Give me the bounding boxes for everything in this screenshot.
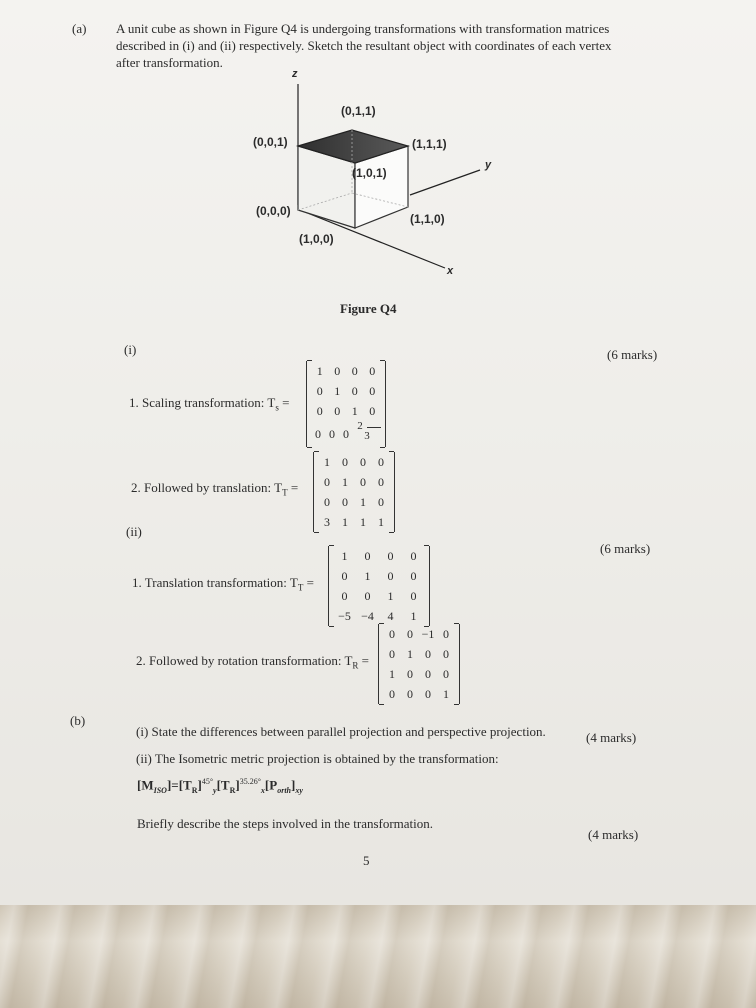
table-surface xyxy=(0,905,756,1008)
part-b-label: (b) xyxy=(70,713,86,728)
vertex-label-100: (1,0,0) xyxy=(299,232,334,246)
vertex-label-001: (0,0,1) xyxy=(253,135,288,149)
matrix-row: 1 0 0 0 xyxy=(389,667,449,681)
y-axis-label: y xyxy=(485,159,492,171)
translation-step-label: 2. Followed by translation: $T_T$ = xyxy=(131,480,299,498)
part-ii-marks: (6 marks) xyxy=(600,541,651,556)
vertex-label-110: (1,1,0) xyxy=(410,212,445,226)
matrix-row: 0 0 1 0 xyxy=(341,589,417,603)
figure-caption: Figure Q4 xyxy=(340,301,397,316)
part-ii-label: (ii) xyxy=(126,524,142,539)
question-a-line2: described in (i) and (ii) respectively. Sketch the resultant object with coordinates of each vertex xyxy=(116,38,612,53)
question-a-line1: A unit cube as shown in Figure Q4 is undergoing transformations with transformation matrices xyxy=(116,21,610,36)
rotation-matrix xyxy=(378,624,460,704)
vertex-label-101: (1,0,1) xyxy=(352,166,387,180)
question-b-i: (i) State the differences between parallel projection and perspective projection. xyxy=(136,724,546,739)
matrix-row: 1 0 0 0 xyxy=(341,549,417,563)
translation-matrix-ii xyxy=(328,546,430,626)
matrix-row: 0 1 0 0 xyxy=(324,475,384,489)
isometric-formula: $[M_{ISO}]=[T_R]^{45^\circ}_y[T_R]^{35.26^\circ}_x[P_{orth}]_{xy}$ xyxy=(137,777,303,795)
translation-ii-label: 1. Translation transformation: $T_T$ = xyxy=(132,575,314,593)
scaling-step-label: 1. Scaling transformation: $T_s$ = xyxy=(129,395,290,413)
matrix-row: 0 0 1 0 xyxy=(324,495,384,509)
part-i-marks: (6 marks) xyxy=(607,347,658,362)
matrix-row: −5 −4 4 1 xyxy=(338,609,417,623)
rotation-step-label: 2. Followed by rotation transformation: $T_R$ = xyxy=(136,653,370,671)
vertex-label-111: (1,1,1) xyxy=(412,137,447,151)
z-axis-label: z xyxy=(292,68,298,80)
matrix-row: 0 1 0 0 xyxy=(341,569,417,583)
scale-fraction: $\frac{2}{3}$ xyxy=(353,421,381,441)
question-a-line3: after transformation. xyxy=(116,55,223,70)
matrix-row: 1 0 0 0 xyxy=(324,455,384,469)
vertex-label-011: (0,1,1) xyxy=(341,104,376,118)
part-a-label: (a) xyxy=(72,21,87,36)
matrix-row: 1 0 0 0 xyxy=(316,364,376,378)
question-b-i-marks: (4 marks) xyxy=(586,730,637,745)
cube-figure xyxy=(0,0,756,320)
matrix-row: 0 0 1 0 xyxy=(316,404,376,418)
x-axis-label: x xyxy=(447,265,454,277)
matrix-row: 0 0 −1 0 xyxy=(389,627,449,641)
translation-matrix-i xyxy=(313,452,395,532)
vertex-label-000: (0,0,0) xyxy=(256,204,291,218)
question-b-ii-marks: (4 marks) xyxy=(588,827,639,842)
page-number: 5 xyxy=(363,853,370,868)
matrix-row: 0 1 0 0 xyxy=(389,647,449,661)
question-b-ii: (ii) The Isometric metric projection is obtained by the transformation: xyxy=(136,751,499,766)
y-axis-line xyxy=(410,170,480,195)
matrix-row: 3 1 1 1 xyxy=(324,515,384,529)
matrix-row: 0 0 0 $\frac{2}{3}$ xyxy=(307,421,385,447)
question-b-steps: Briefly describe the steps involved in the transformation. xyxy=(137,816,434,831)
matrix-row: 0 0 0 1 xyxy=(389,687,449,701)
scaling-matrix xyxy=(306,361,386,447)
part-i-label: (i) xyxy=(124,342,137,357)
matrix-row: 0 1 0 0 xyxy=(316,384,376,398)
